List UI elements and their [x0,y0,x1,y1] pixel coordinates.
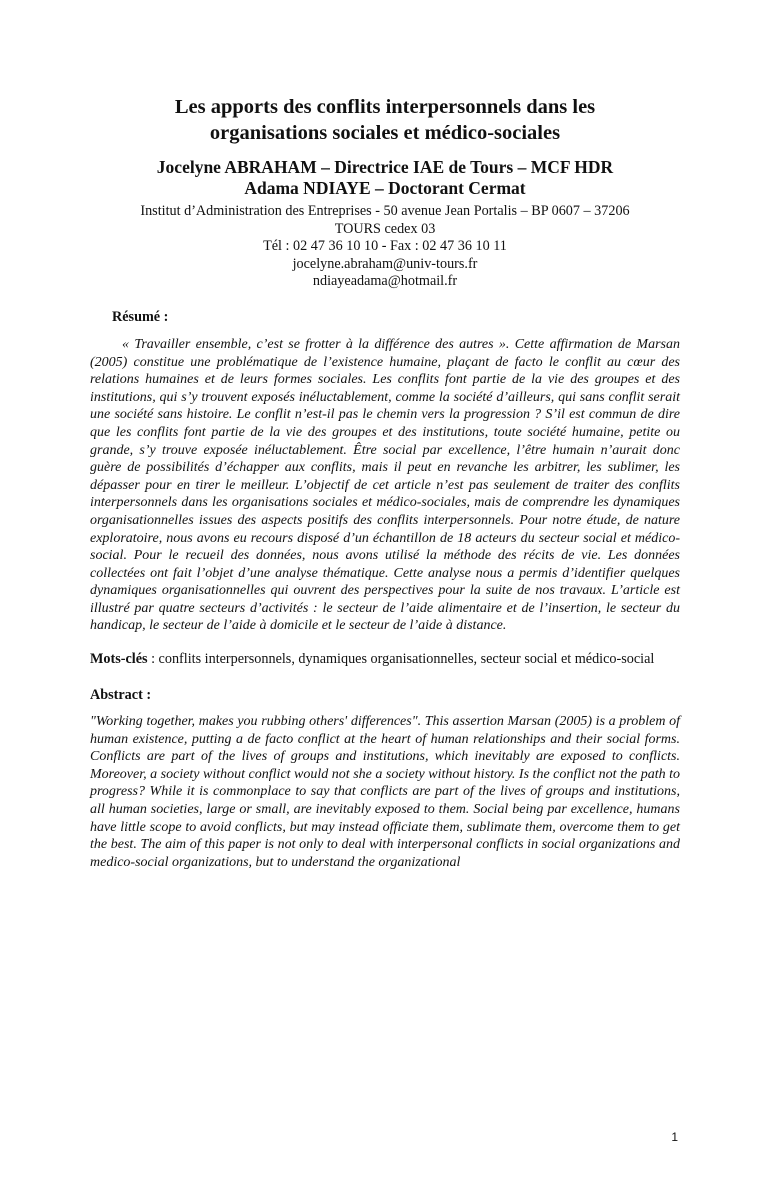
resume-heading: Résumé : [112,308,169,325]
abstract-heading: Abstract : [90,687,152,704]
author-list [90,157,680,199]
title-line-1: Les apports des conflits interpersonnels dans les [174,96,596,118]
paper-page [0,94,768,1181]
page-number: 1 [671,1130,678,1144]
author-1: Jocelyne ABRAHAM – Directrice IAE de Tours – MCF HDR [156,157,614,177]
paper-title [90,94,680,146]
affiliation-block [90,203,680,291]
keywords [90,649,680,670]
keywords-label: Mots-clés [90,651,148,668]
abstract-text: "Working together, makes you rubbing others' differences". This assertion Marsan (2005) is a problem of human existence, putting a de facto conflict at the heart of human relationships and their social forms. Conflicts are part of the lives of groups and institutions, which inevitably are exposed to conflicts. Moreover, a society without conflict would not she a society without history. Is the conflict not the path to progress? While it is commonplace to say that conflicts are part of the lives of groups and institutions, all human societies, large or small, are inevitably exposed to them. Social being par excellence, humans have little scope to avoid conflicts, but may instead officiate them, sublimate them, overcome them to get the best. The aim of this paper is not only to deal with interpersonal conflicts in social organizations and medico-social organizations, but to understand the organizational [90,714,680,870]
keywords-text: : conflits interpersonnels, dynamiques organisationnelles, secteur social et médico-social [147,651,655,668]
affiliation-institute: Institut d’Administration des Entreprises - 50 avenue Jean Portalis – BP 0607 – 37206 [140,203,630,219]
affiliation-phone: Tél : 02 47 36 10 10 - Fax : 02 47 36 10 11 [263,238,507,255]
affiliation-email-1: jocelyne.abraham@univ-tours.fr [292,255,478,272]
author-2: Adama NDIAYE – Doctorant Cermat [244,178,526,198]
title-line-2: organisations sociales et médico-sociales [209,122,561,144]
affiliation-city: TOURS cedex 03 [334,220,436,237]
affiliation-email-2: ndiayeadama@hotmail.fr [312,273,458,290]
resume-text: « Travailler ensemble, c’est se frotter à la différence des autres ». Cette affirmation de Marsan (2005) constitue une problématique de l’existence humaine, plaçant de facto le conflit au cœur des relations humaines et de leurs formes sociales. Les conflits font partie de la vie des groupes et des institutions, qui s’y trouvent exposés inéluctablement, comme la société d’ailleurs, qui sans conflit serait une société sans histoire. Le conflit n’est-il pas le chemin vers la progression ? S’il est commun de dire que les conflits font partie de la vie des groupes et des institutions, toute société humaine, petite ou grande, s’y trouve exposée inéluctablement. Être social par excellence, l’être humain n’aurait donc guère de possibilités d’échapper aux conflits, mais il peut en revanche les arbitrer, les sublimer, les dépasser pour en tirer le meilleur. L’objectif de cet article n’est pas seulement de traiter des conflits interpersonnels dans les organisations sociales et médico-sociales, mais de comprendre les dynamiques organisationnelles issues des aspects positifs des conflits interpersonnels. Pour notre étude, de nature exploratoire, nous avons eu recours disposé d’un échantillon de 18 acteurs du secteur social et médico-social. Pour le recueil des données, nous avons utilisé la méthode des récits de vie. Les données collectées ont fait l’objet d’une analyse thématique. Cette analyse nous a permis d’identifier quelques dynamiques organisationnelles qui ouvrent des perspectives pour la suite de nos travaux. L’article est illustré par quatre secteurs d’activités : le secteur de l’aide alimentaire et de l’insertion, le secteur du handicap, le secteur de l’aide à domicile et le secteur de l’aide à distance. [90,336,680,634]
